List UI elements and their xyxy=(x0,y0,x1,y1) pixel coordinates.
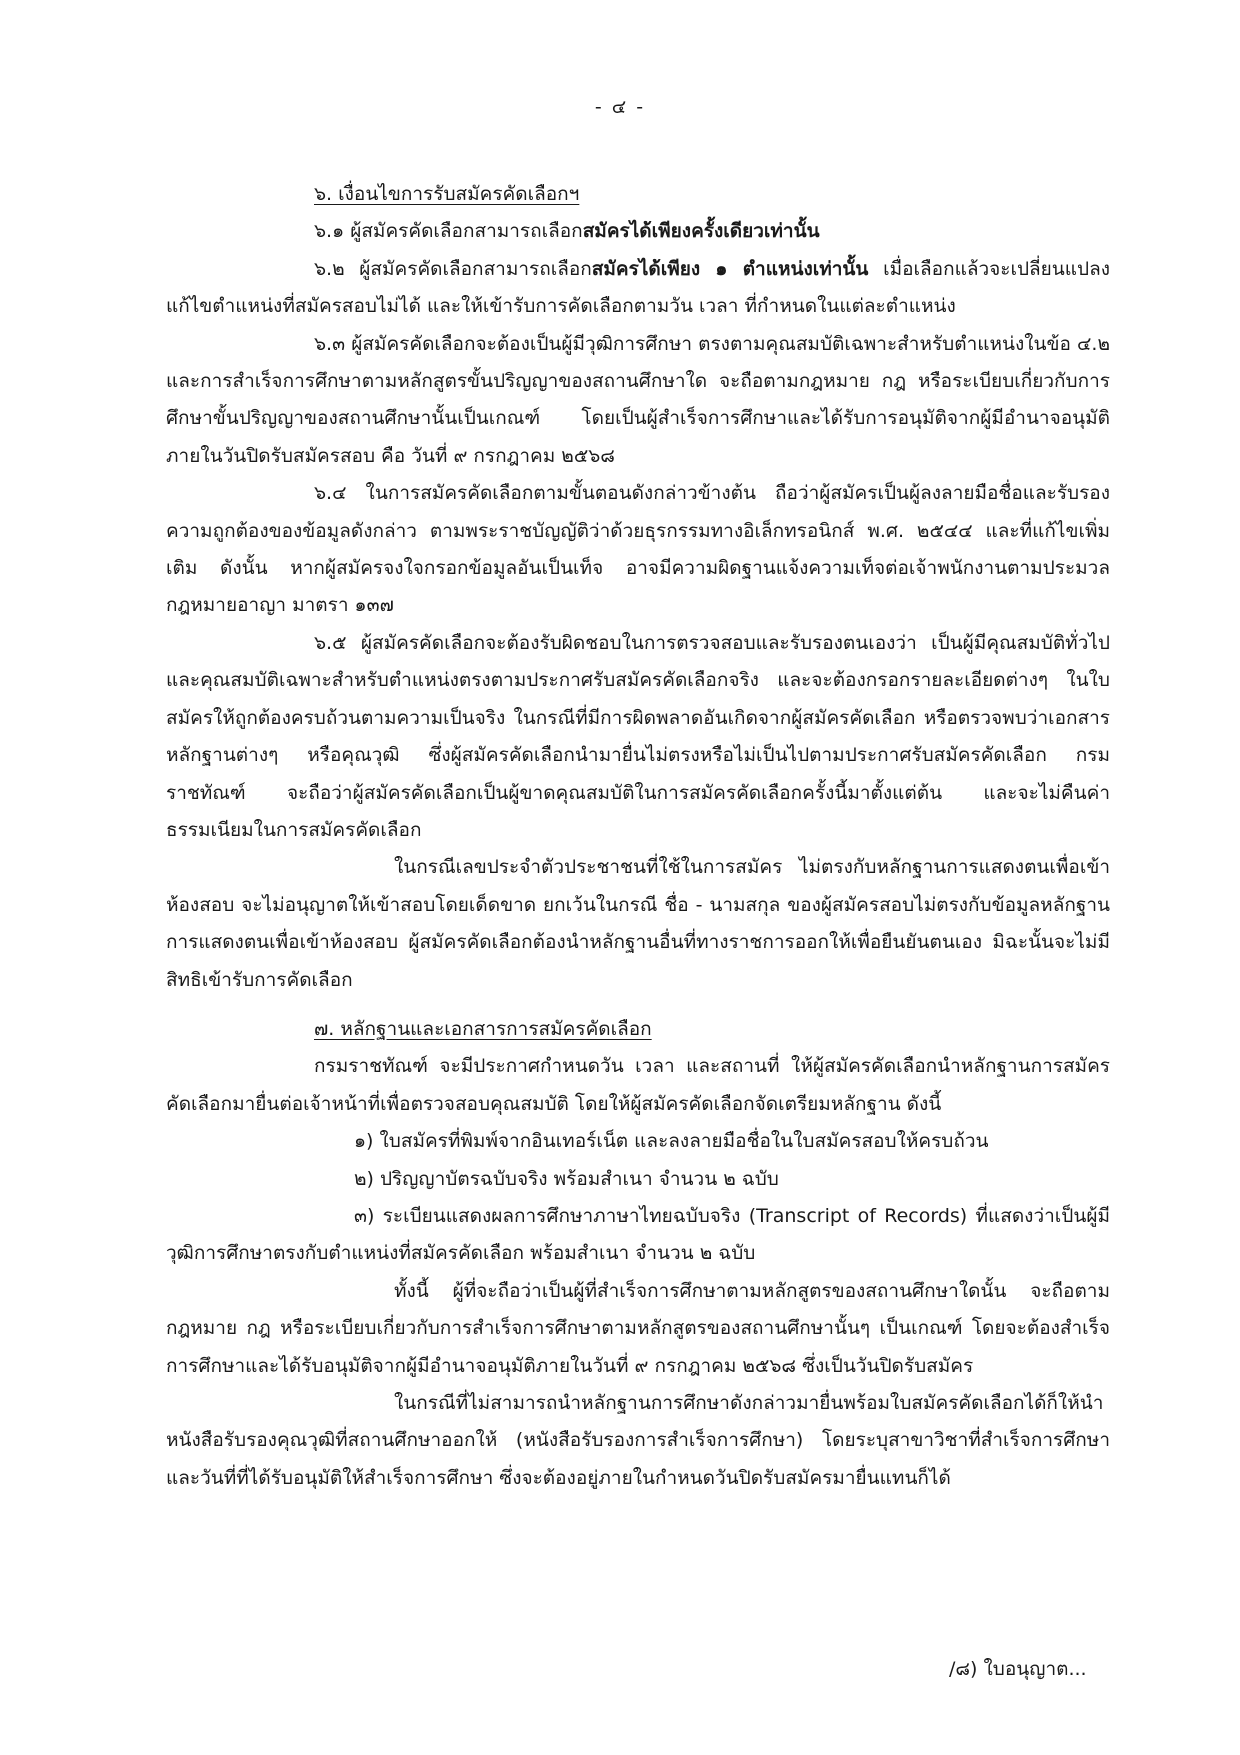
section-6-note: ในกรณีเลขประจำตัวประชาชนที่ใช้ในการสมัคร ไม่ตรงกับหลักฐานการแสดงตนเพื่อเข้าห้องสอบ จะไม่อนุญาตให้เข้าสอบโดยเด็ดขาด ยกเว้นในกรณี ชื่อ - นามสกุล ของผู้สมัครสอบไม่ตรงกับข้อมูลหลักฐานการแสดงตนเพื่อเข้าห้องสอบ ผู้สมัครคัดเลือกต้องนำหลักฐานอื่นที่ทางราชการออกให้เพื่อยืนยันตนเอง มิฉะนั้นจะไม่มีสิทธิเข้ารับการคัดเลือก xyxy=(166,856,1110,991)
section-6-item-2: ๖.๒ ผู้สมัครคัดเลือกสามารถเลือกสมัครได้เพียง ๑ ตำแหน่งเท่านั้น เมื่อเลือกแล้วจะเปลี่ยนแปลงแก้ไขตำแหน่งที่สมัครสอบไม่ได้ และให้เข้ารับการคัดเลือกตามวัน เวลา ที่กำหนดในแต่ละตำแหน่ง xyxy=(166,257,1111,318)
section-7-doc-3: ๓) ระเบียนแสดงผลการศึกษาภาษาไทยฉบับจริง (Transcript of Records) ที่แสดงว่าเป็นผู้มีวุฒิการศึกษาตรงกับตำแหน่งที่สมัครคัดเลือก พร้อมสำเนา จำนวน ๒ ฉบับ xyxy=(166,1204,1110,1265)
section-6-item-5: ๖.๕ ผู้สมัครคัดเลือกจะต้องรับผิดชอบในการตรวจสอบและรับรองตนเองว่า เป็นผู้มีคุณสมบัติทั่วไป และคุณสมบัติเฉพาะสำหรับตำแหน่งตรงตามประกาศรับสมัครคัดเลือกจริง และจะต้องกรอกรายละเอียดต่างๆ ในใบสมัครให้ถูกต้องครบถ้วนตามความเป็นจริง ในกรณีที่มีการผิดพลาดอันเกิดจากผู้สมัครคัดเลือก หรือตรวจพบว่าเอกสารหลักฐานต่างๆ หรือคุณวุฒิ ซึ่งผู้สมัครคัดเลือกนำมายื่นไม่ตรงหรือไม่เป็นไปตามประกาศรับสมัครคัดเลือก กรมราชทัณฑ์ จะถือว่าผู้สมัครคัดเลือกเป็นผู้ขาดคุณสมบัติในการสมัครคัดเลือกครั้งนี้มาตั้งแต่ต้น และจะไม่คืนค่าธรรมเนียมในการสมัครคัดเลือก xyxy=(166,631,1110,841)
page-number: - ๔ - xyxy=(594,96,646,118)
section-7-doc-2: ๒) ปริญญาบัตรฉบับจริง พร้อมสำเนา จำนวน ๒ ฉบับ xyxy=(354,1167,779,1190)
section-7-paragraph-2: ในกรณีที่ไม่สามารถนำหลักฐานการศึกษาดังกล่าวมายื่นพร้อมใบสมัครคัดเลือกได้ก็ให้นำหนังสือรับรองคุณวุฒิที่สถานศึกษาออกให้ (หนังสือรับรองการสำเร็จการศึกษา) โดยระบุสาขาวิชาที่สำเร็จการศึกษา และวันที่ที่ได้รับอนุมัติให้สำเร็จการศึกษา ซึ่งจะต้องอยู่ภายในกำหนดวันปิดรับสมัครมายื่นแทนก็ได้ xyxy=(166,1392,1110,1489)
next-page-reference: /๘) ใบอนุญาต... xyxy=(949,1658,1087,1680)
section-7-intro: กรมราชทัณฑ์ จะมีประกาศกำหนดวัน เวลา และสถานที่ ให้ผู้สมัครคัดเลือกนำหลักฐานการสมัครคัดเลือกมายื่นต่อเจ้าหน้าที่เพื่อตรวจสอบคุณสมบัติ โดยให้ผู้สมัครคัดเลือกจัดเตรียมหลักฐาน ดังนี้ xyxy=(166,1055,1110,1115)
section-7-heading: ๗. หลักฐานและเอกสารการสมัครคัดเลือก xyxy=(314,1017,652,1040)
section-7-paragraph-1: ทั้งนี้ ผู้ที่จะถือว่าเป็นผู้ที่สำเร็จการศึกษาตามหลักสูตรของสถานศึกษาใดนั้น จะถือตามกฎหมาย กฎ หรือระเบียบเกี่ยวกับการสำเร็จการศึกษาตามหลักสูตรของสถานศึกษานั้นๆ เป็นเกณฑ์ โดยจะต้องสำเร็จการศึกษาและได้รับอนุมัติจากผู้มีอำนาจอนุมัติภายในวันที่ ๙ กรกฎาคม ๒๕๖๘ ซึ่งเป็นวันปิดรับสมัคร xyxy=(166,1279,1110,1377)
section-6-item-4: ๖.๔ ในการสมัครคัดเลือกตามขั้นตอนดังกล่าวข้างต้น ถือว่าผู้สมัครเป็นผู้ลงลายมือชื่อและรับรองความถูกต้องของข้อมูลดังกล่าว ตามพระราชบัญญัติว่าด้วยธุรกรรมทางอิเล็กทรอนิกส์ พ.ศ. ๒๕๔๔ และที่แก้ไขเพิ่มเติม ดังนั้น หากผู้สมัครจงใจกรอกข้อมูลอันเป็นเท็จ อาจมีความผิดฐานแจ้งความเท็จต่อเจ้าพนักงานตามประมวลกฎหมายอาญา มาตรา ๑๓๗ xyxy=(166,482,1110,617)
section-6-item-1: ๖.๑ ผู้สมัครคัดเลือกสามารถเลือกสมัครได้เพียงครั้งเดียวเท่านั้น xyxy=(314,220,820,243)
section-6-heading: ๖. เงื่อนไขการรับสมัครคัดเลือกฯ xyxy=(314,183,580,205)
document-body xyxy=(166,176,1110,1497)
section-7-doc-1: ๑) ใบสมัครที่พิมพ์จากอินเทอร์เน็ต และลงลายมือชื่อในใบสมัครสอบให้ครบถ้วน xyxy=(354,1130,989,1153)
section-6-item-3: ๖.๓ ผู้สมัครคัดเลือกจะต้องเป็นผู้มีวุฒิการศึกษา ตรงตามคุณสมบัติเฉพาะสำหรับตำแหน่งในข้อ ๔.๒ และการสำเร็จการศึกษาตามหลักสูตรขั้นปริญญาของสถานศึกษาใด จะถือตามกฎหมาย กฎ หรือระเบียบเกี่ยวกับการศึกษาขั้นปริญญาของสถานศึกษานั้นเป็นเกณฑ์ โดยเป็นผู้สำเร็จการศึกษาและได้รับการอนุมัติจากผู้มีอำนาจอนุมัติภายในวันปิดรับสมัครสอบ คือ วันที่ ๙ กรกฎาคม ๒๕๖๘ xyxy=(166,332,1110,467)
